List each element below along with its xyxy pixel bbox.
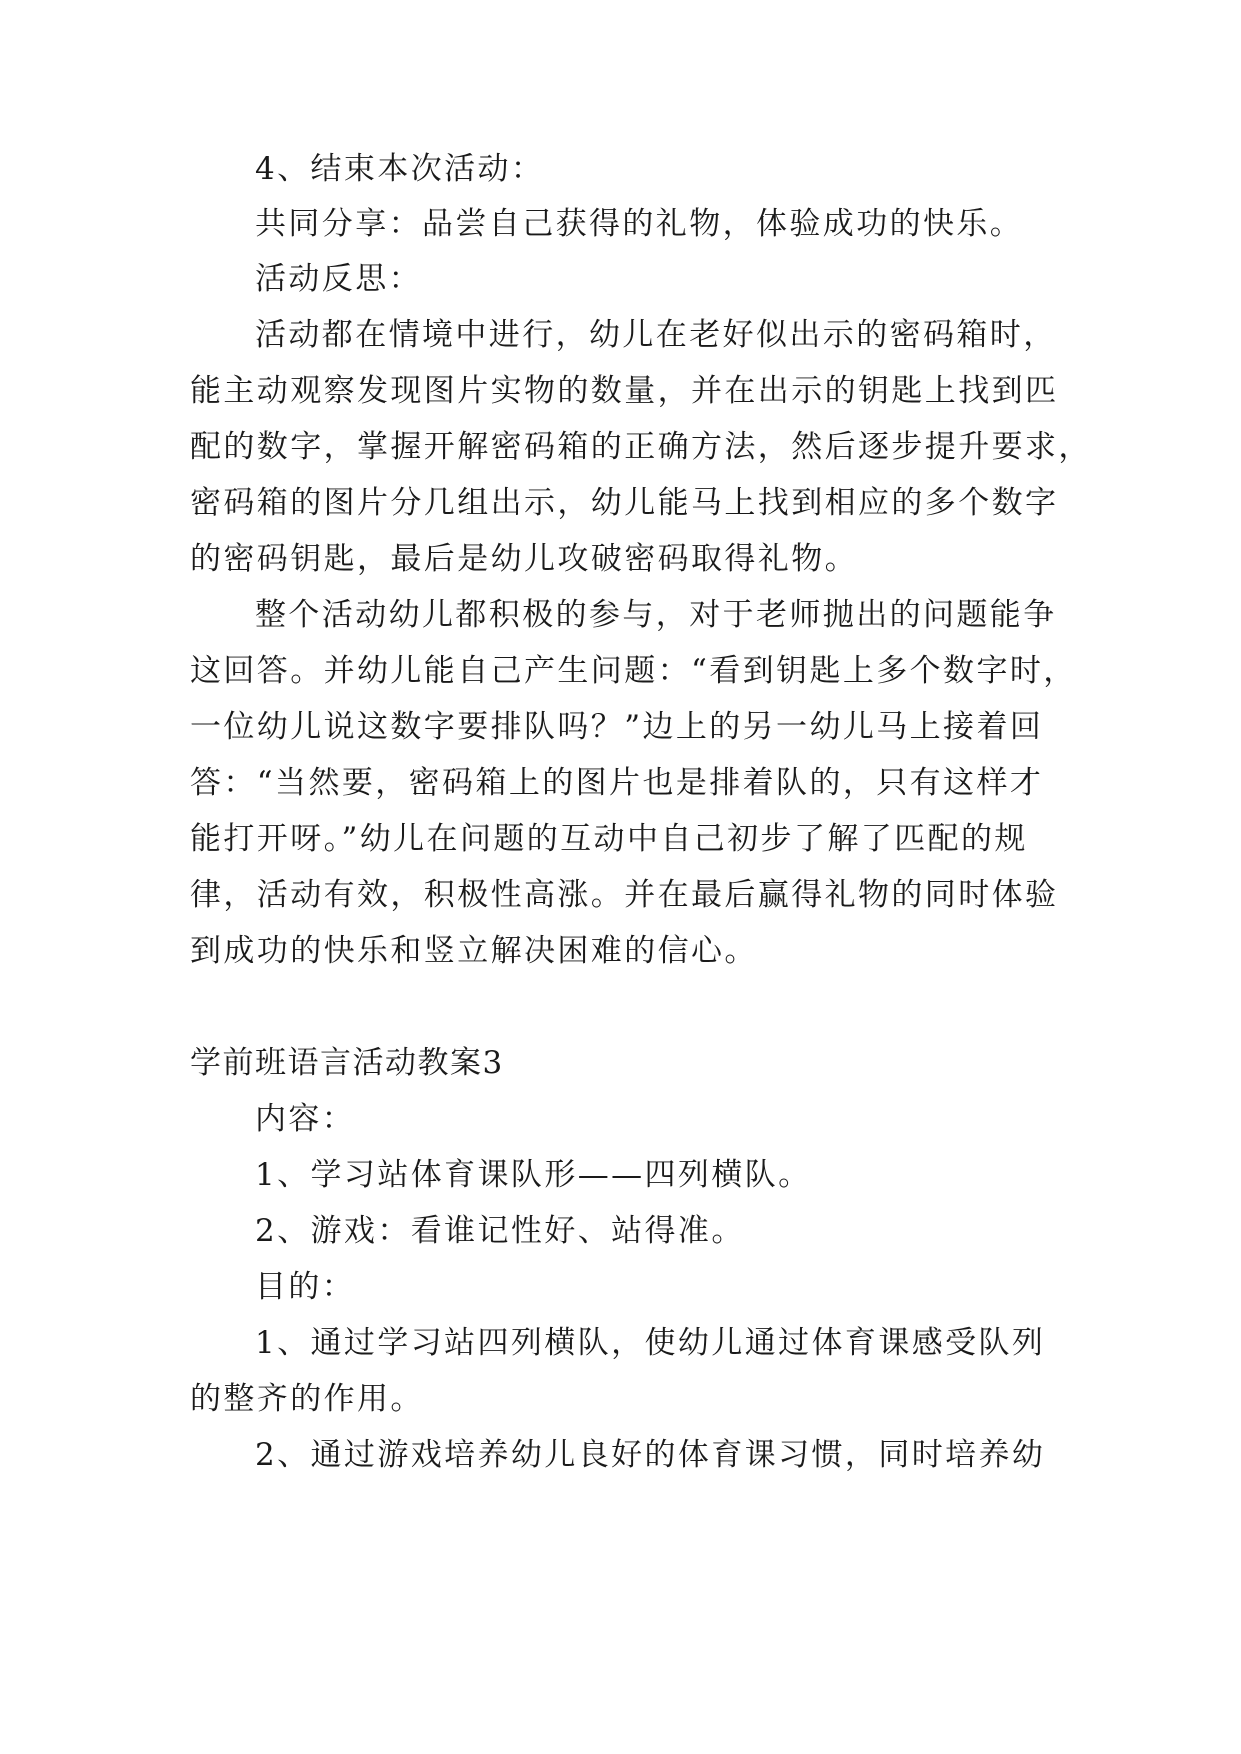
paragraph2-line: 律，活动有效，积极性高涨。并在最后赢得礼物的同时体验 — [190, 877, 1059, 913]
paragraph1-line: 能主动观察发现图片实物的数量，并在出示的钥匙上找到匹 — [190, 373, 1059, 409]
paragraph1-line: 的密码钥匙，最后是幼儿攻破密码取得礼物。 — [190, 541, 858, 577]
paragraph1-line: 配的数字，掌握开解密码箱的正确方法，然后逐步提升要求， — [190, 429, 1092, 465]
reflection-label: 活动反思： — [255, 261, 422, 297]
paragraph2-line: 能打开呀。”幼儿在问题的互动中自己初步了解了匹配的规 — [190, 821, 1028, 857]
paragraph2-line: 到成功的快乐和竖立解决困难的信心。 — [190, 933, 758, 969]
content-item: 2、游戏：看谁记性好、站得准。 — [255, 1213, 745, 1249]
goal-label: 目的： — [255, 1269, 356, 1305]
content-label: 内容： — [255, 1101, 356, 1137]
goal1-line: 1、通过学习站四列横队，使幼儿通过体育课感受队列 — [255, 1325, 1046, 1361]
content-item: 1、学习站体育课队形——四列横队。 — [255, 1157, 812, 1193]
section-title: 学前班语言活动教案3 — [190, 1045, 504, 1081]
paragraph2-line: 一位幼儿说这数字要排队吗？”边上的另一幼儿马上接着回 — [190, 709, 1044, 745]
paragraph1-line: 活动都在情境中进行，幼儿在老好似出示的密码箱时， — [255, 317, 1057, 353]
goal1-line: 的整齐的作用。 — [190, 1381, 424, 1417]
goal2-line: 2、通过游戏培养幼儿良好的体育课习惯，同时培养幼 — [255, 1437, 1046, 1473]
paragraph2-line: 答：“当然要，密码箱上的图片也是排着队的，只有这样才 — [190, 765, 1044, 801]
share-line: 共同分享：品尝自己获得的礼物，体验成功的快乐。 — [255, 206, 1024, 242]
step4-heading: 4、结束本次活动： — [255, 151, 545, 187]
paragraph1-line: 密码箱的图片分几组出示，幼儿能马上找到相应的多个数字 — [190, 485, 1059, 521]
paragraph2-line: 整个活动幼儿都积极的参与，对于老师抛出的问题能争 — [255, 597, 1057, 633]
paragraph2-line: 这回答。并幼儿能自己产生问题：“看到钥匙上多个数字时， — [190, 653, 1077, 689]
